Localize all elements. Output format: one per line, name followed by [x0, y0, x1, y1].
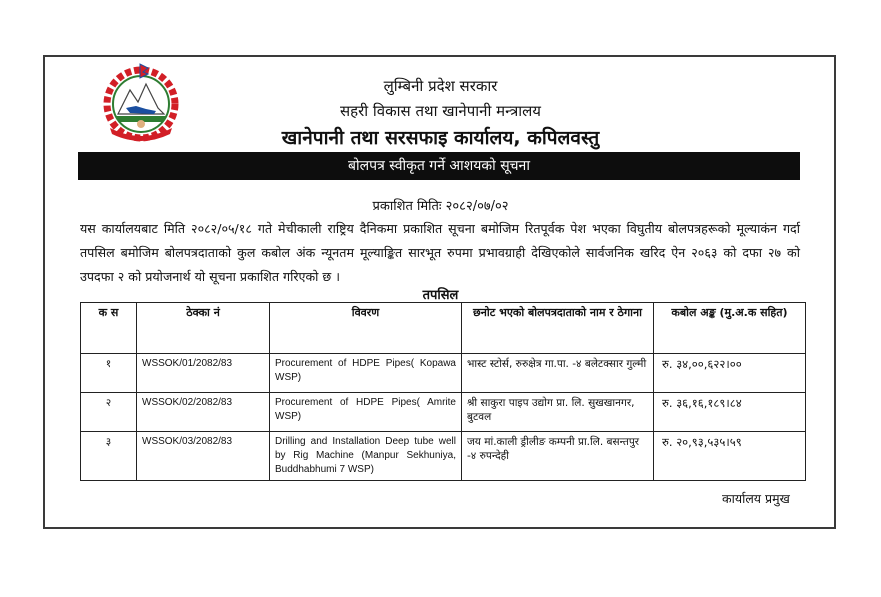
row-amount: रु. ३४,००,६२२।००	[654, 354, 806, 393]
notice-paragraph: यस कार्यालयबाट मिति २०८२/०५/१८ गते मेचीकाली राष्ट्रिय दैनिकमा प्रकाशित सूचना बमोजिम रितपूर्वक पेश भएका विघुतीय बोलपत्रहरूको मूल्याकंन गर्दा तपसिल बमोजिम बोलपत्रदाताको कुल कबोल अंक न्यूनतम मूल्याङ्कित सारभूत रुपमा प्रभावग्राही देखिएकोले सार्वजनिक खरिद ऐन २०६३ को दफा २७ को उपदफा २ को प्रयोजनार्थ यो सूचना प्रकाशित गरिएको छ ।	[80, 221, 800, 284]
col-header-contract-no: ठेक्का नं	[137, 303, 270, 354]
row-contract-no: WSSOK/02/2082/83	[137, 393, 270, 432]
col-header-description: विवरण	[270, 303, 462, 354]
row-bidder: भास्ट स्टोर्स, रुरुक्षेत्र गा.पा. -४ बलेटक्सार गुल्मी	[462, 354, 654, 393]
schedule-title: तपसिल	[422, 288, 459, 303]
row-amount: रु. २०,९३,५३५।५९	[654, 432, 806, 481]
table-row	[81, 393, 806, 432]
province-government-heading: लुम्बिनी प्रदेश सरकार	[383, 77, 498, 95]
col-header-bidder: छनोट भएको बोलपत्रदाताको नाम र ठेगाना	[462, 303, 654, 354]
notice-title-banner: बोलपत्र स्वीकृत गर्ने आशयको सूचना	[78, 152, 800, 180]
row-contract-no: WSSOK/01/2082/83	[137, 354, 270, 393]
row-description: Procurement of HDPE Pipes( Kopawa WSP)	[270, 354, 462, 393]
row-sn: १	[81, 354, 137, 393]
row-amount: रु. ३६,१६,१८९।८४	[654, 393, 806, 432]
row-bidder: श्री साकुरा पाइप उद्योग प्रा. लि. सुखखानगर, बुटवल	[462, 393, 654, 432]
office-chief-signature: कार्यालय प्रमुख	[722, 491, 790, 506]
row-description: Drilling and Installation Deep tube well by Rig Machine (Manpur Sekhuniya, Buddhabhumi 7 WSP)	[270, 432, 462, 481]
table-row	[81, 354, 806, 393]
row-sn: २	[81, 393, 137, 432]
row-description: Procurement of HDPE Pipes( Amrite WSP)	[270, 393, 462, 432]
col-header-sn: क स	[81, 303, 137, 354]
office-heading: खानेपानी तथा सरसफाइ कार्यालय, कपिलवस्तु	[281, 127, 600, 149]
row-contract-no: WSSOK/03/2082/83	[137, 432, 270, 481]
table-header-row	[81, 303, 806, 354]
table-row	[81, 432, 806, 481]
row-bidder: जय मां.काली ड्रीलीङ कम्पनी प्रा.लि. बसन्तपुर -४ रुपन्देही	[462, 432, 654, 481]
published-date: प्रकाशित मितिः २०८२/०७/०२	[372, 199, 509, 214]
col-header-amount: कबोल अङ्क (मु.अ.क सहित)	[654, 303, 806, 354]
row-sn: ३	[81, 432, 137, 481]
ministry-heading: सहरी विकास तथा खानेपानी मन्त्रालय	[340, 102, 541, 120]
bid-results-table	[80, 302, 806, 481]
